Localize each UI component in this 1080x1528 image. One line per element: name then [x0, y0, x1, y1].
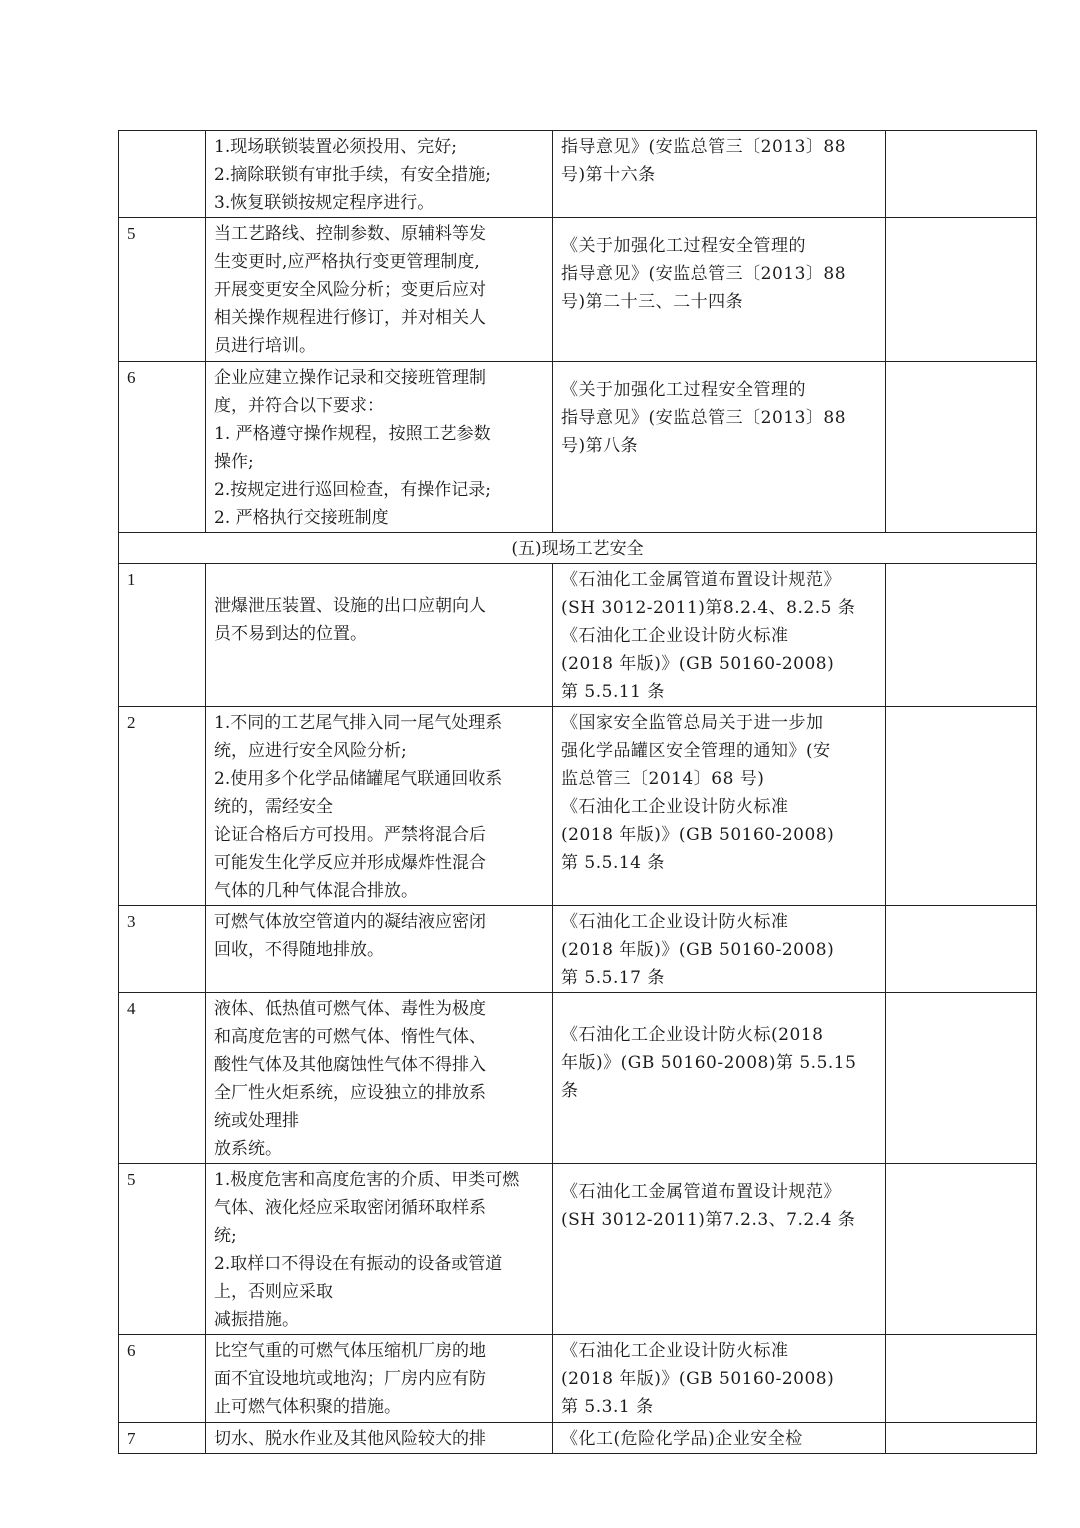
reference-line: 监总管三〔2014〕68 号) [561, 769, 765, 789]
reference-line: 《化工(危险化学品)企业安全检 [561, 1429, 803, 1449]
requirement-cell [206, 131, 553, 218]
reference-line: 条 [561, 1081, 579, 1101]
result-cell [886, 218, 1037, 362]
result-cell [886, 1335, 1037, 1423]
checklist-table-body [119, 131, 1037, 1454]
result-cell [886, 707, 1037, 906]
reference-line: (SH 3012-2011)第8.2.4、8.2.5 条 [561, 598, 856, 618]
reference-cell [553, 707, 886, 906]
requirement-cell [206, 993, 553, 1164]
reference-line: 强化学品罐区安全管理的通知》(安 [561, 741, 831, 761]
reference-line: 《石油化工企业设计防火标准 [561, 1341, 789, 1361]
reference-line: (2018 年版)》(GB 50160-2008) [561, 1369, 835, 1389]
checklist-table [118, 130, 1037, 1454]
requirement-line: 员进行培训。 [214, 336, 316, 356]
requirement-line: 度，并符合以下要求： [214, 396, 384, 416]
requirement-line: 企业应建立操作记录和交接班管理制 [214, 368, 486, 388]
requirement-cell [206, 362, 553, 533]
requirement-line: 气体的几种气体混合排放。 [214, 881, 418, 901]
table-row [119, 362, 1037, 533]
requirement-line: 统; [214, 1226, 237, 1246]
result-cell [886, 1423, 1037, 1454]
requirement-cell [206, 707, 553, 906]
reference-line: 号)第十六条 [561, 165, 656, 185]
requirement-line: 可燃气体放空管道内的凝结液应密闭 [214, 912, 486, 932]
reference-line: 《国家安全监管总局关于进一步加 [561, 713, 824, 733]
table-row [119, 218, 1037, 362]
reference-cell [553, 1335, 886, 1423]
table-row [119, 707, 1037, 906]
requirement-line: 回收，不得随地排放。 [214, 940, 384, 960]
requirement-cell [206, 1164, 553, 1335]
requirement-line: 2.摘除联锁有审批手续，有安全措施; [214, 165, 491, 185]
requirement-line: 全厂性火炬系统，应设独立的排放系 [214, 1083, 486, 1103]
item-number: 5 [119, 1164, 206, 1335]
reference-line: 《关于加强化工过程安全管理的 [561, 236, 806, 256]
requirement-line: 开展变更安全风险分析；变更后应对 [214, 280, 486, 300]
reference-line: 《石油化工企业设计防火标准 [561, 626, 789, 646]
requirement-line: 2. 严格执行交接班制度 [214, 508, 389, 528]
reference-line: 年版)》(GB 50160-2008)第 5.5.15 [561, 1053, 857, 1073]
requirement-line: 2.按规定进行巡回检查，有操作记录; [214, 480, 491, 500]
requirement-line: 可能发生化学反应并形成爆炸性混合 [214, 853, 486, 873]
reference-line: (SH 3012-2011)第7.2.3、7.2.4 条 [561, 1210, 856, 1230]
reference-line: (2018 年版)》(GB 50160-2008) [561, 940, 835, 960]
reference-cell [553, 564, 886, 707]
result-cell [886, 993, 1037, 1164]
section-row [119, 533, 1037, 564]
requirement-line: 止可燃气体积聚的措施。 [214, 1397, 401, 1417]
requirement-cell [206, 564, 553, 707]
section-title: (五)现场工艺安全 [119, 533, 1037, 564]
reference-line: 第 5.3.1 条 [561, 1397, 654, 1417]
requirement-line: 论证合格后方可投用。严禁将混合后 [214, 825, 486, 845]
requirement-line: 1. 严格遵守操作规程，按照工艺参数 [214, 424, 491, 444]
reference-line: 《石油化工企业设计防火标准 [561, 797, 789, 817]
requirement-line: 统，应进行安全风险分析; [214, 741, 407, 761]
requirement-line: 3.恢复联锁按规定程序进行。 [214, 193, 435, 213]
result-cell [886, 131, 1037, 218]
table-row [119, 906, 1037, 993]
table-row [119, 993, 1037, 1164]
requirement-line: 比空气重的可燃气体压缩机厂房的地 [214, 1341, 486, 1361]
result-cell [886, 1164, 1037, 1335]
requirement-cell [206, 906, 553, 993]
requirement-line: 操作; [214, 452, 254, 472]
requirement-cell [206, 1423, 553, 1454]
reference-line: 《石油化工企业设计防火标准 [561, 912, 789, 932]
result-cell [886, 906, 1037, 993]
reference-line: 第 5.5.17 条 [561, 968, 665, 988]
requirement-line: 1.现场联锁装置必须投用、完好; [214, 137, 457, 157]
reference-cell [553, 1164, 886, 1335]
reference-line: 第 5.5.14 条 [561, 853, 665, 873]
item-number: 2 [119, 707, 206, 906]
requirement-line: 相关操作规程进行修订，并对相关人 [214, 308, 486, 328]
requirement-line: 员不易到达的位置。 [214, 624, 367, 644]
requirement-line: 2.使用多个化学品储罐尾气联通回收系 [214, 769, 503, 789]
requirement-line: 上，否则应采取 [214, 1282, 333, 1302]
requirement-line: 液体、低热值可燃气体、毒性为极度 [214, 999, 486, 1019]
requirement-line: 生变更时,应严格执行变更管理制度, [214, 252, 480, 272]
reference-line: 指导意见》(安监总管三〔2013〕88 [561, 137, 847, 157]
requirement-line: 泄爆泄压装置、设施的出口应朝向人 [214, 596, 486, 616]
requirement-cell [206, 1335, 553, 1423]
reference-cell [553, 362, 886, 533]
reference-line: 指导意见》(安监总管三〔2013〕88 [561, 408, 847, 428]
requirement-line: 统的，需经安全 [214, 797, 333, 817]
table-row [119, 1164, 1037, 1335]
reference-cell [553, 1423, 886, 1454]
requirement-line: 放系统。 [214, 1139, 282, 1159]
requirement-line: 气体、液化烃应采取密闭循环取样系 [214, 1198, 486, 1218]
requirement-line: 统或处理排 [214, 1111, 299, 1131]
table-row [119, 1423, 1037, 1454]
requirement-line: 切水、脱水作业及其他风险较大的排 [214, 1429, 486, 1449]
reference-line: 第 5.5.11 条 [561, 682, 665, 702]
requirement-line: 和高度危害的可燃气体、惰性气体、 [214, 1027, 486, 1047]
reference-line: 指导意见》(安监总管三〔2013〕88 [561, 264, 847, 284]
item-number: 7 [119, 1423, 206, 1454]
reference-line: 《石油化工金属管道布置设计规范》 [561, 570, 841, 590]
requirement-line: 当工艺路线、控制参数、原辅料等发 [214, 224, 486, 244]
item-number: 3 [119, 906, 206, 993]
requirement-cell [206, 218, 553, 362]
reference-line: (2018 年版)》(GB 50160-2008) [561, 654, 835, 674]
reference-line: 《关于加强化工过程安全管理的 [561, 380, 806, 400]
reference-line: 号)第二十三、二十四条 [561, 292, 744, 312]
reference-line: 《石油化工企业设计防火标(2018 [561, 1025, 824, 1045]
requirement-line: 1.不同的工艺尾气排入同一尾气处理系 [214, 713, 503, 733]
reference-line: (2018 年版)》(GB 50160-2008) [561, 825, 835, 845]
reference-cell [553, 131, 886, 218]
item-number [119, 131, 206, 218]
requirement-line: 酸性气体及其他腐蚀性气体不得排入 [214, 1055, 486, 1075]
reference-cell [553, 906, 886, 993]
requirement-line: 面不宜设地坑或地沟；厂房内应有防 [214, 1369, 486, 1389]
item-number: 4 [119, 993, 206, 1164]
requirement-line: 2.取样口不得设在有振动的设备或管道 [214, 1254, 503, 1274]
table-row [119, 564, 1037, 707]
item-number: 1 [119, 564, 206, 707]
requirement-line: 1.极度危害和高度危害的介质、甲类可燃 [214, 1170, 520, 1190]
reference-cell [553, 993, 886, 1164]
item-number: 6 [119, 362, 206, 533]
requirement-line: 减振措施。 [214, 1310, 299, 1330]
item-number: 5 [119, 218, 206, 362]
table-row [119, 131, 1037, 218]
reference-line: 《石油化工金属管道布置设计规范》 [561, 1182, 841, 1202]
reference-cell [553, 218, 886, 362]
item-number: 6 [119, 1335, 206, 1423]
reference-line: 号)第八条 [561, 436, 639, 456]
table-row [119, 1335, 1037, 1423]
result-cell [886, 362, 1037, 533]
result-cell [886, 564, 1037, 707]
